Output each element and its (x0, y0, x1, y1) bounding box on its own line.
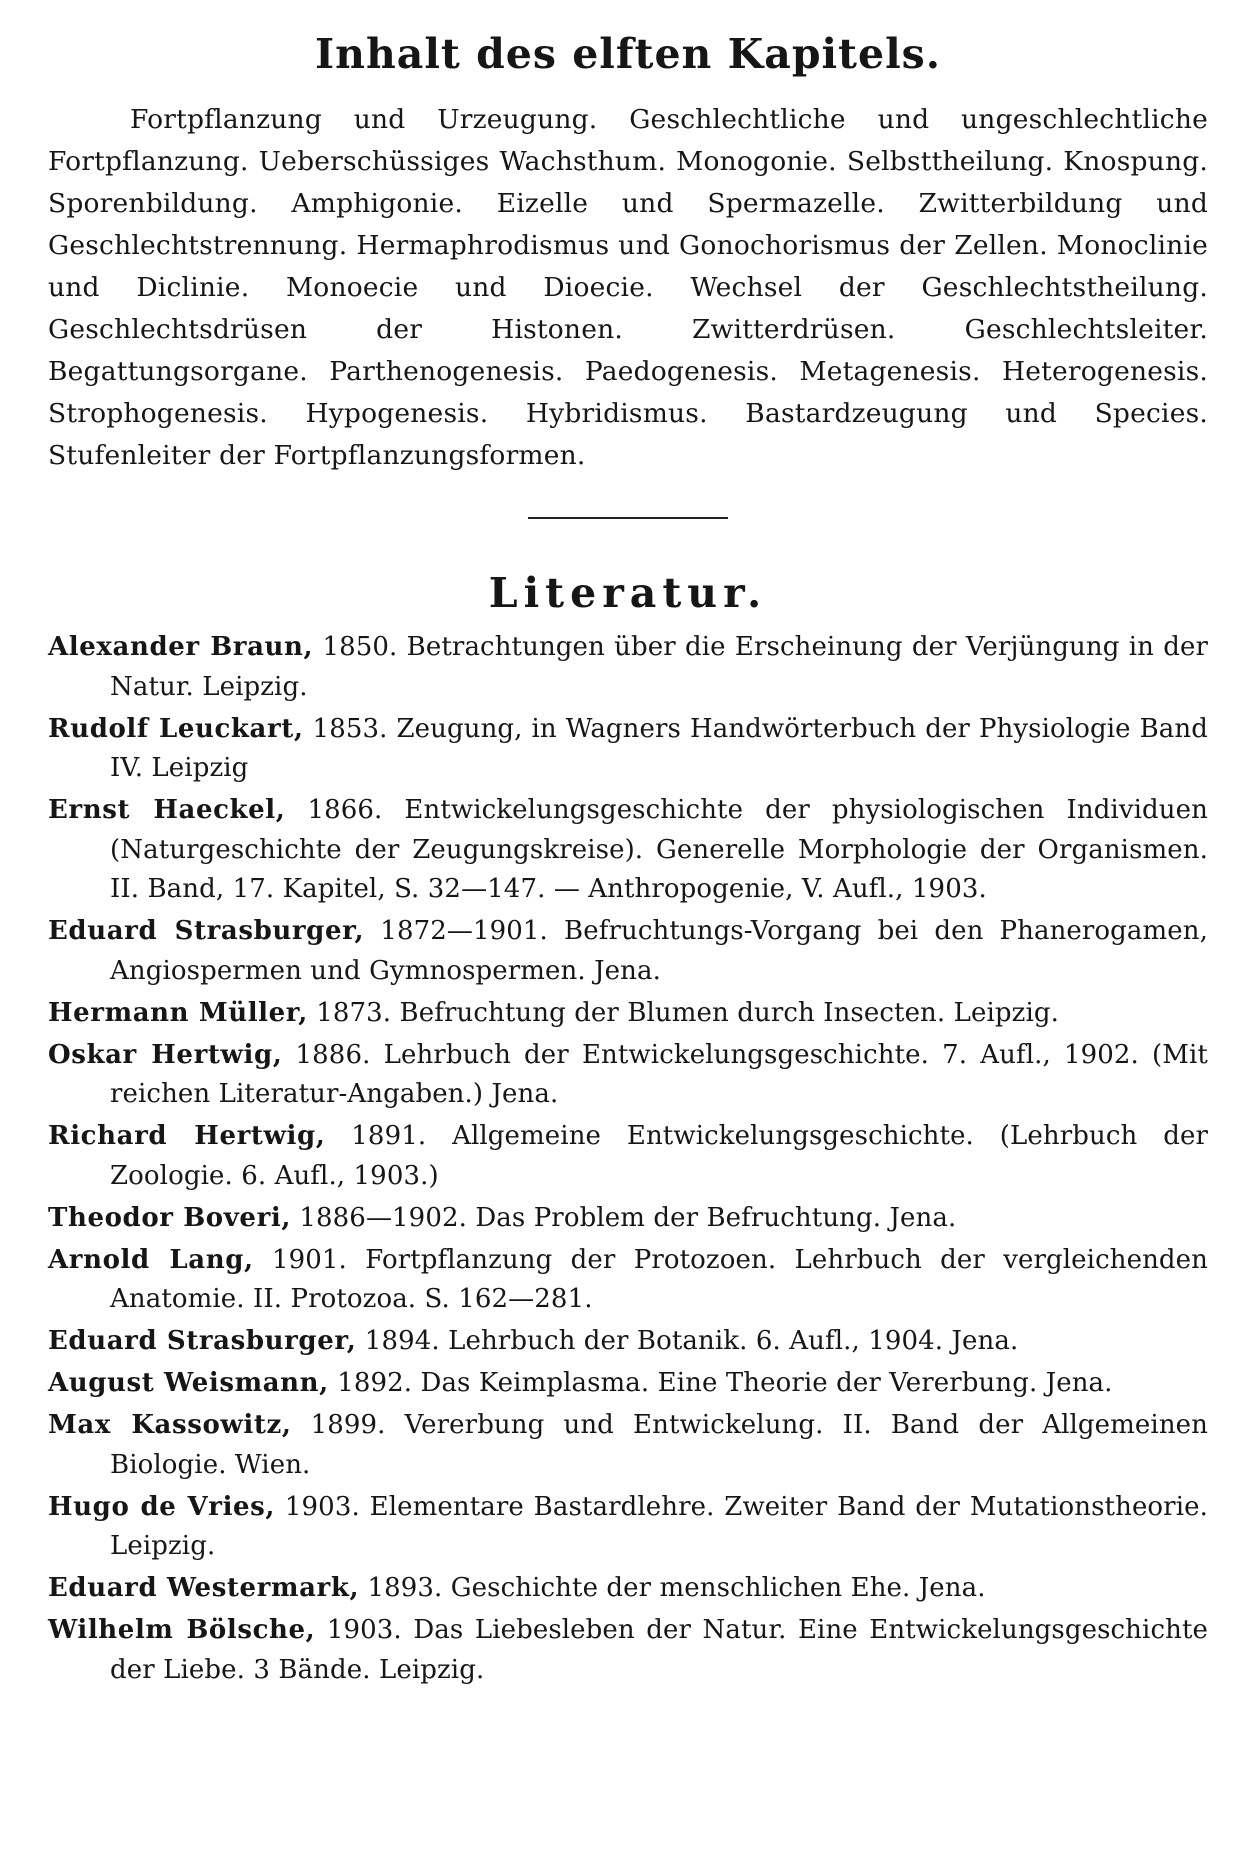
literature-entry (48, 1569, 1208, 1609)
literature-entry (48, 710, 1208, 789)
literature-entry (48, 912, 1208, 991)
literature-entry (48, 1611, 1208, 1690)
entry-author: Eduard Strasburger, (48, 916, 365, 947)
entry-author: Wilhelm Bölsche, (48, 1615, 316, 1646)
entry-author: August Weismann, (48, 1368, 329, 1399)
entry-author: Hugo de Vries, (48, 1491, 276, 1522)
literature-entry (48, 1406, 1208, 1485)
literature-entry (48, 1322, 1208, 1362)
entry-text: Vererbung und Entwickelung. II. Band der Allgemeinen Biologie. Wien. (110, 1410, 1208, 1480)
literature-entry (48, 994, 1208, 1034)
entry-text: Befruchtung der Blumen durch Insecten. Leipzig. (399, 997, 1059, 1028)
entry-text: Das Liebesleben der Natur. Eine Entwickelungsgeschichte der Liebe. 3 Bände. Leipzig. (110, 1615, 1208, 1685)
entry-text: Das Keimplasma. Eine Theorie der Vererbung. Jena. (420, 1368, 1113, 1399)
section-divider (528, 517, 728, 519)
entry-author: Richard Hertwig, (48, 1121, 326, 1152)
entry-year: 1903. (326, 1615, 402, 1646)
entry-year: 1899. (310, 1410, 386, 1441)
literature-entry (48, 1036, 1208, 1115)
literature-entry (48, 1199, 1208, 1239)
entry-text: Zeugung, in Wagners Handwörterbuch der Physiologie Band IV. Leipzig (110, 713, 1208, 784)
entry-text: Das Problem der Befruchtung. Jena. (475, 1202, 957, 1233)
entry-year: 1850. (322, 632, 398, 663)
entry-year: 1892. (337, 1368, 413, 1399)
entry-author: Hermann Müller, (48, 997, 308, 1028)
entry-author: Theodor Boveri, (48, 1202, 291, 1233)
entry-author: Eduard Westermark, (48, 1573, 360, 1604)
entry-text: Lehrbuch der Entwickelungsgeschichte. 7. Aufl., 1902. (Mit reichen Literatur-Angaben.) Jena. (110, 1039, 1208, 1110)
literature-list (48, 628, 1208, 1690)
entry-text: Elementare Bastardlehre. Zweiter Band der Mutationstheorie. Leipzig. (110, 1491, 1208, 1562)
entry-text: Allgemeine Entwickelungsgeschichte. (Lehrbuch der Zoologie. 6. Aufl., 1903.) (110, 1121, 1208, 1191)
entry-text: Betrachtungen über die Erscheinung der Verjüngung in der Natur. Leipzig. (110, 632, 1208, 702)
entry-year: 1901. (271, 1244, 347, 1275)
entry-text: Geschichte der menschlichen Ehe. Jena. (450, 1573, 986, 1604)
entry-year: 1886. (295, 1039, 371, 1070)
entry-year: 1872—1901. (380, 916, 548, 947)
entry-author: Ernst Haeckel, (48, 795, 286, 826)
entry-author: Rudolf Leuckart, (48, 713, 304, 744)
chapter-title: Inhalt des elften Kapitels. (314, 30, 942, 78)
page (48, 30, 1208, 1693)
literature-entry (48, 628, 1208, 707)
literature-entry (48, 791, 1208, 910)
literature-entry (48, 1241, 1208, 1320)
entry-text: Befruchtungs-Vorgang bei den Phanerogamen, Angiospermen und Gymnospermen. Jena. (110, 916, 1208, 986)
literature-entry (48, 1488, 1208, 1567)
entry-year: 1893. (367, 1573, 443, 1604)
entry-author: Eduard Strasburger, (48, 1326, 357, 1357)
literature-entry (48, 1117, 1208, 1196)
entry-author: Arnold Lang, (48, 1244, 254, 1275)
entry-text: Lehrbuch der Botanik. 6. Aufl., 1904. Jena. (448, 1326, 1019, 1357)
entry-author: Max Kassowitz, (48, 1410, 292, 1441)
entry-author: Alexander Braun, (48, 632, 314, 663)
literature-title: Literatur. (488, 569, 768, 618)
chapter-summary: Fortpflanzung und Urzeugung. Geschlechtliche und ungeschlechtliche Fortpflanzung. Ueberschüssiges Wachsthum. Monogonie. Selbsttheilung. Knospung. Sporenbildung. Amphigonie. Eizelle und Spermazelle. Zwitterbildung und Geschlechtstrennung. Hermaphrodismus und Gonochorismus der Zellen. Monoclinie und Diclinie. Monoecie und Dioecie. Wechsel der Geschlechtstheilung. Geschlechtsdrüsen der Histonen. Zwitterdrüsen. Geschlechtsleiter. Begattungsorgane. Parthenogenesis. Paedogenesis. Metagenesis. Heterogenesis. Strophogenesis. Hypogenesis. Hybridismus. Bastardzeugung und Species. Stufenleiter der Fortpflanzungsformen. (48, 104, 1208, 472)
entry-text: Fortpflanzung der Protozoen. Lehrbuch der vergleichenden Anatomie. II. Protozoa. S. 162—281. (110, 1244, 1209, 1315)
entry-year: 1853. (312, 713, 388, 744)
entry-year: 1903. (284, 1491, 360, 1522)
entry-year: 1894. (364, 1326, 440, 1357)
entry-year: 1873. (316, 997, 392, 1028)
entry-year: 1891. (351, 1121, 427, 1152)
entry-text: Entwickelungsgeschichte der physiologischen Individuen (Naturgeschichte der Zeugungskreise). Generelle Morphologie der Organismen. II. Band, 17. Kapitel, S. 32—147. — Anthropogenie, V. Aufl., 1903. (110, 795, 1208, 905)
entry-author: Oskar Hertwig, (48, 1039, 283, 1070)
entry-year: 1886—1902. (299, 1202, 467, 1233)
literature-entry (48, 1364, 1208, 1404)
entry-year: 1866. (307, 795, 383, 826)
